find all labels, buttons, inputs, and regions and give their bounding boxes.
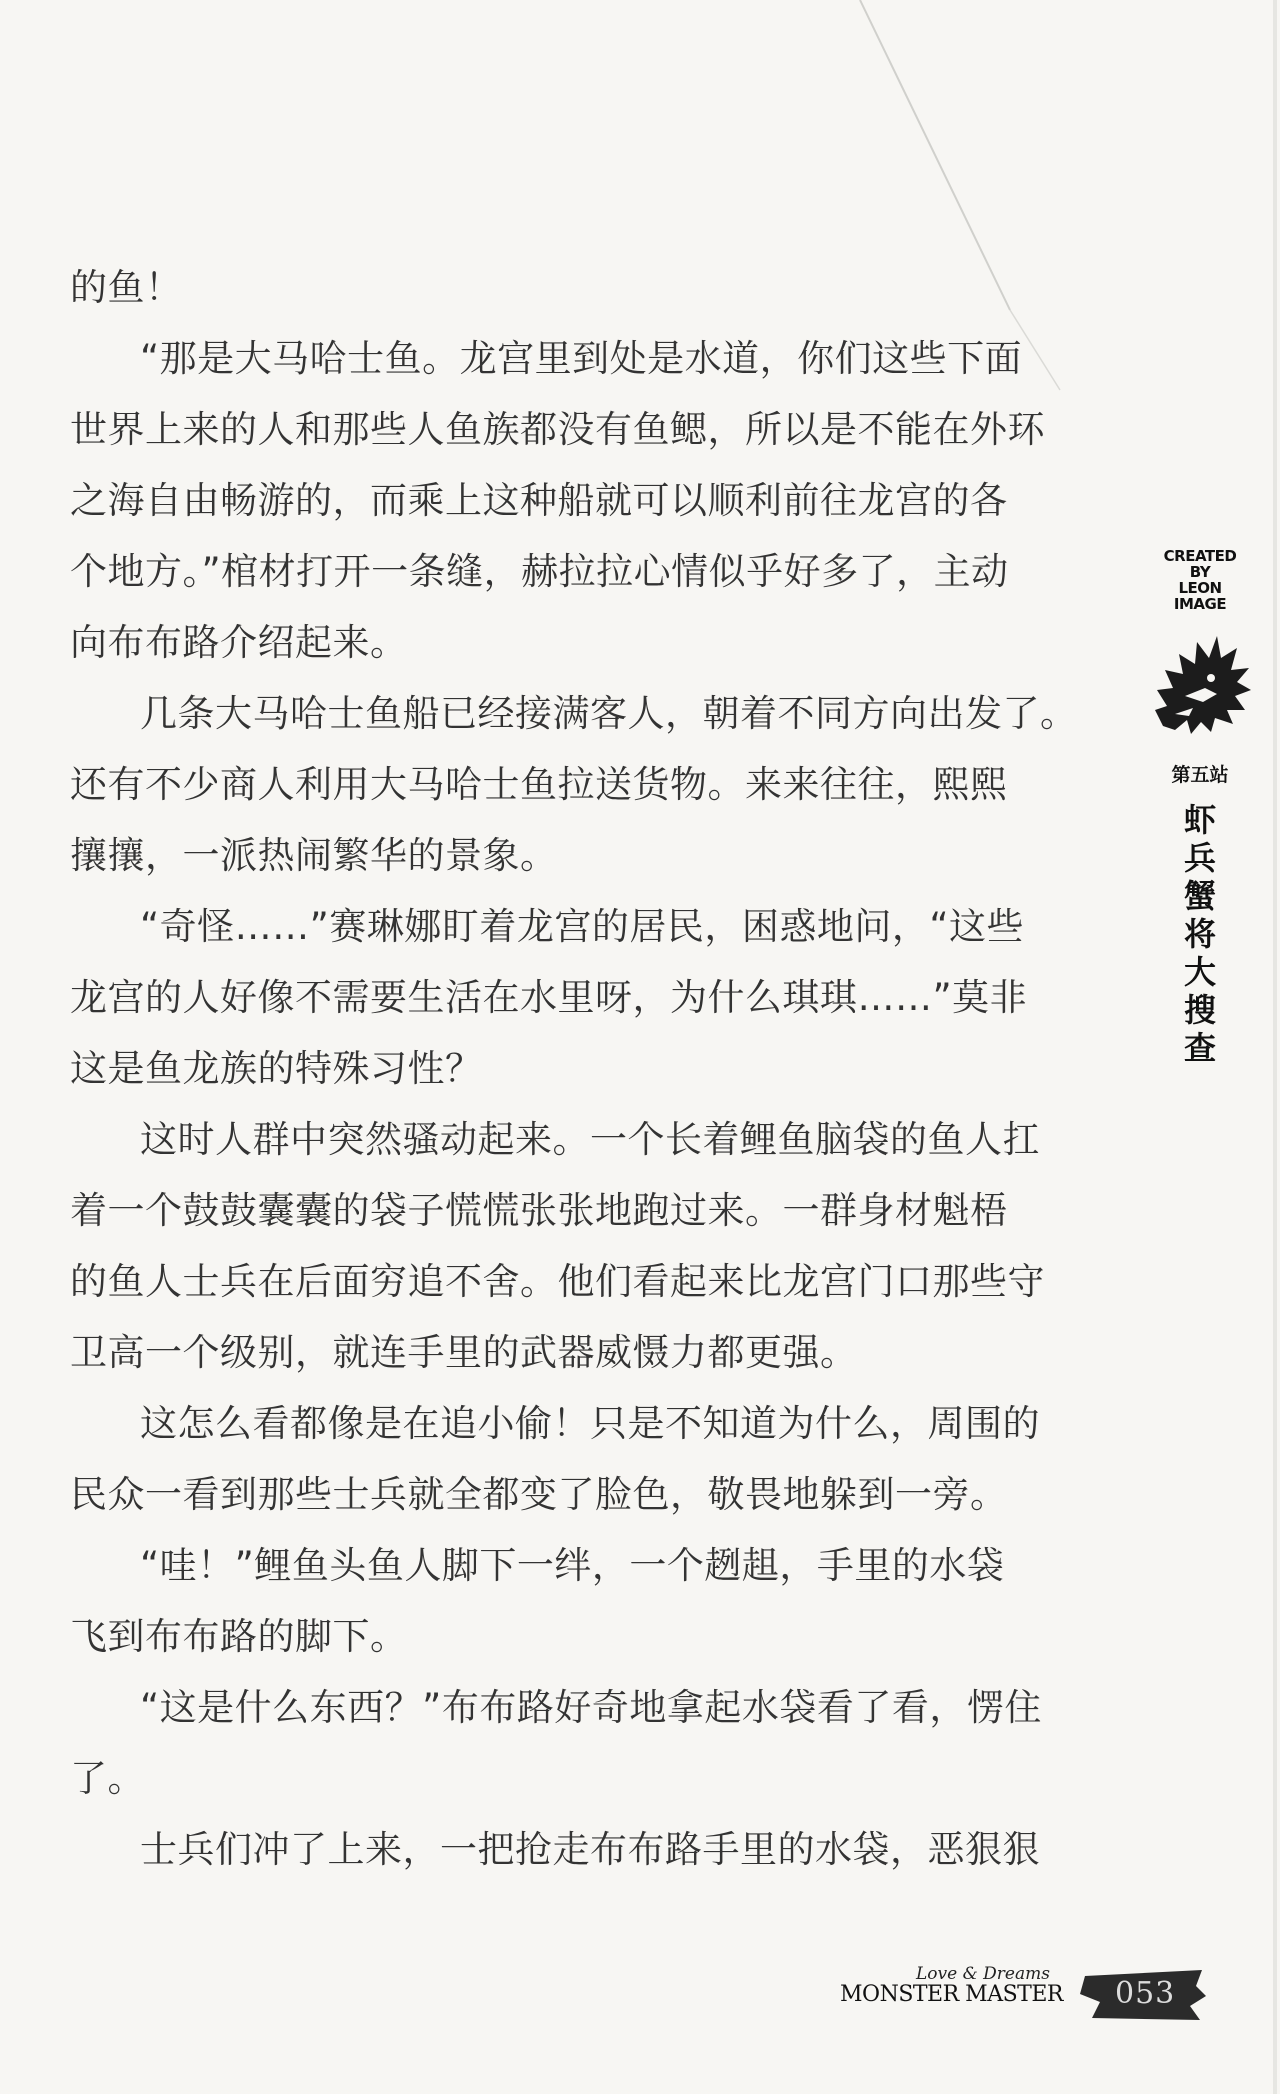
page-footer <box>830 1962 1210 2032</box>
text-line: 飞到布布路的脚下。 <box>70 1615 408 1658</box>
text-line: 了。 <box>70 1757 145 1800</box>
page-number: 053 <box>1115 1976 1176 2011</box>
text-line: 这时人群中突然骚动起来。一个长着鲤鱼脑袋的鱼人扛 <box>140 1118 1040 1161</box>
text-line: 还有不少商人利用大马哈士鱼拉送货物。来来往往，熙熙 <box>70 763 1008 806</box>
text-line: 世界上来的人和那些人鱼族都没有鱼鳃，所以是不能在外环 <box>70 408 1045 451</box>
text-line: 这怎么看都像是在追小偷！只是不知道为什么，周围的 <box>140 1402 1040 1445</box>
body-text <box>70 252 1090 1885</box>
text-line: “这是什么东西？”布布路好奇地拿起水袋看了看，愣住 <box>140 1686 1042 1729</box>
text-line: 着一个鼓鼓囊囊的袋子慌慌张张地跑过来。一群身材魁梧 <box>70 1189 1008 1232</box>
chapter-number: 第五站 <box>1171 764 1229 786</box>
credit-line: CREATED <box>1163 547 1237 565</box>
text-line: 的鱼人士兵在后面穷追不舍。他们看起来比龙宫门口那些守 <box>70 1260 1045 1303</box>
text-line: 民众一看到那些士兵就全都变了脸色，敬畏地躲到一旁。 <box>70 1473 1008 1516</box>
text-line: 攘攘，一派热闹繁华的景象。 <box>70 834 558 877</box>
dragon-head-icon <box>1145 618 1255 738</box>
text-line: 之海自由畅游的，而乘上这种船就可以顺利前往龙宫的各 <box>70 479 1008 522</box>
text-line: “哇！”鲤鱼头鱼人脚下一绊，一个趔趄，手里的水袋 <box>140 1544 1005 1587</box>
text-line: “奇怪……”赛琳娜盯着龙宫的居民，困惑地问，“这些 <box>140 905 1025 948</box>
text-line: 这是鱼龙族的特殊习性？ <box>70 1047 483 1090</box>
text-line: 向布布路介绍起来。 <box>70 621 408 664</box>
credit-line: BY <box>1189 563 1211 581</box>
text-line: 的鱼！ <box>70 266 183 309</box>
text-line: “那是大马哈士鱼。龙宫里到处是水道，你们这些下面 <box>140 337 1023 380</box>
text-line: 龙宫的人好像不需要生活在水里呀，为什么琪琪……”莫非 <box>70 976 1028 1019</box>
series-tagline: Love & Dreams <box>916 1964 1050 1984</box>
text-line: 几条大马哈士鱼船已经接满客人，朝着不同方向出发了。 <box>140 692 1078 735</box>
credit-line: LEON <box>1178 579 1222 597</box>
series-name: MONSTER MASTER <box>840 1982 1063 2007</box>
text-line: 个地方。”棺材打开一条缝，赫拉拉心情似乎好多了，主动 <box>70 550 1009 593</box>
chapter-title: 虾兵蟹将大搜查 <box>1183 801 1216 1067</box>
text-line: 士兵们冲了上来，一把抢走布布路手里的水袋，恶狠狠 <box>140 1828 1040 1871</box>
text-line: 卫高一个级别，就连手里的武器威慑力都更强。 <box>70 1331 858 1374</box>
chapter-sidebar <box>1145 548 1255 1067</box>
credit-line: IMAGE <box>1173 595 1227 613</box>
